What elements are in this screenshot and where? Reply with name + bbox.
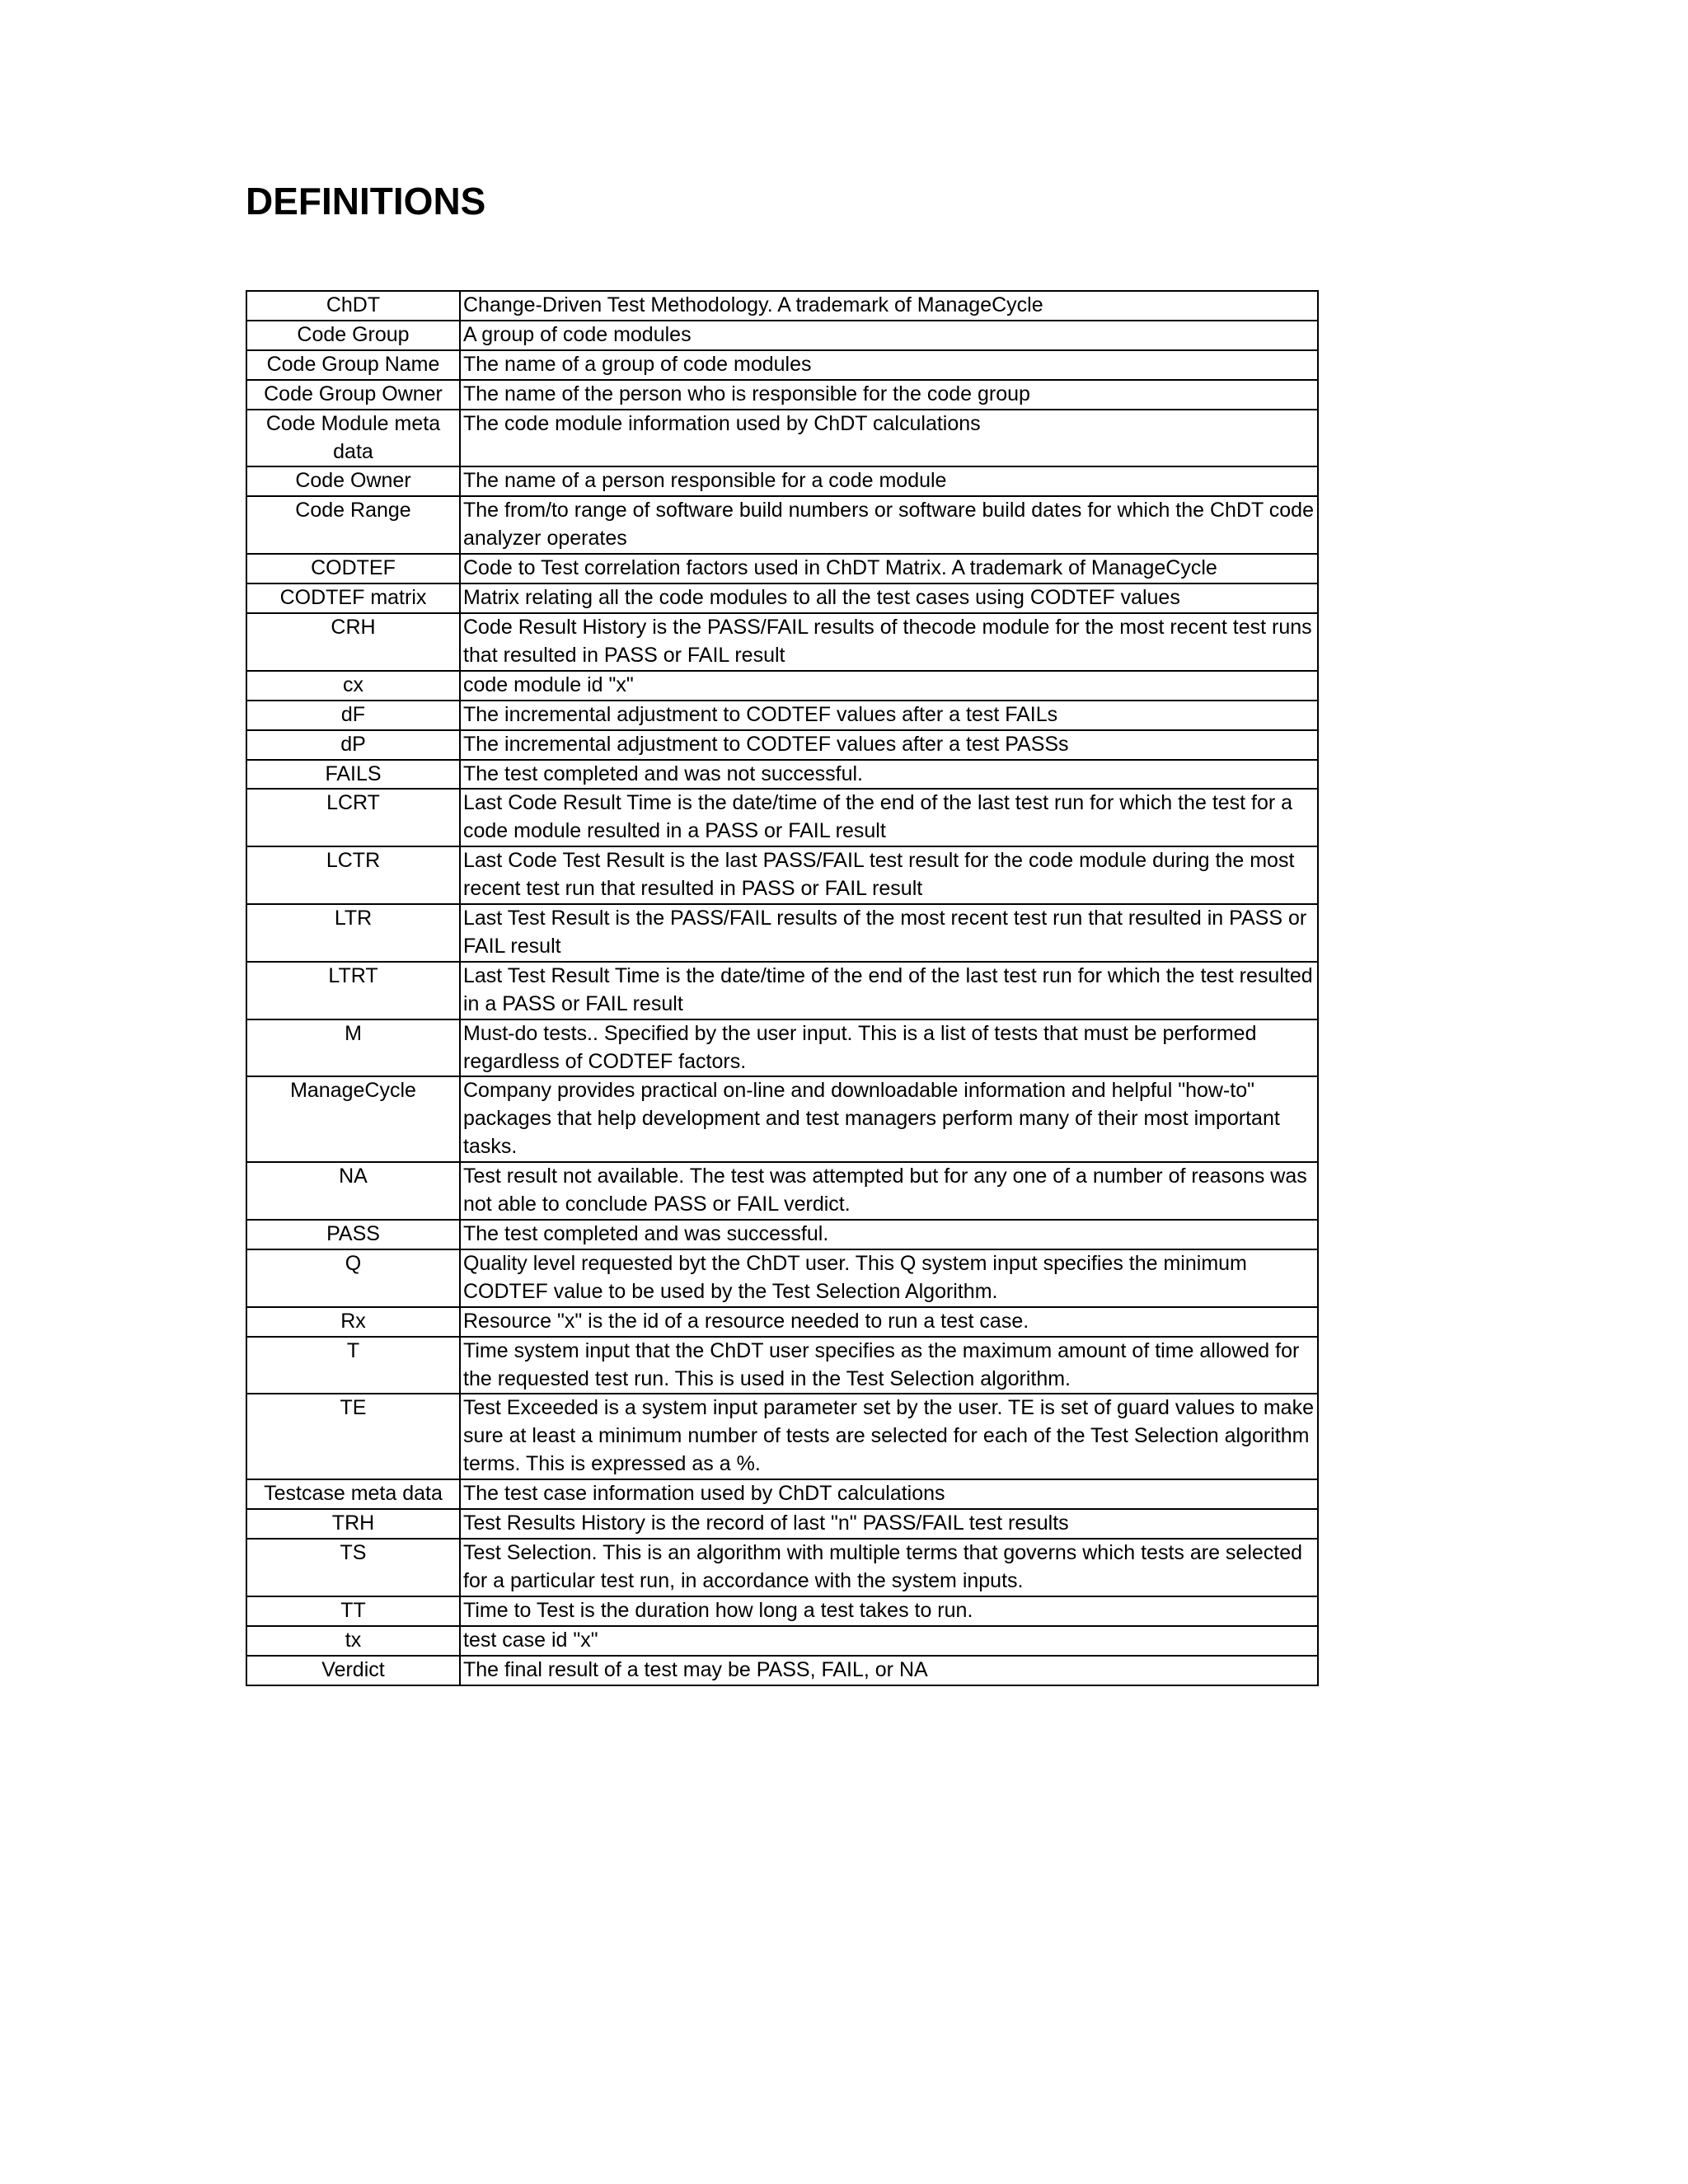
definition-term: Code Owner <box>246 466 460 496</box>
definition-row <box>246 380 1318 410</box>
definition-term: dF <box>246 701 460 730</box>
definition-term: Code Group <box>246 321 460 350</box>
definition-text: Last Code Test Result is the last PASS/FAIL test result for the code module during the most recent test run that resulted in PASS or FAIL result <box>460 846 1318 904</box>
definitions-table-body <box>246 291 1318 1685</box>
definition-row <box>246 410 1318 467</box>
definition-text: Must-do tests.. Specified by the user input. This is a list of tests that must be performed regardless of CODTEF factors. <box>460 1019 1318 1077</box>
definition-row <box>246 1656 1318 1685</box>
definition-term: CRH <box>246 613 460 671</box>
definition-row <box>246 1220 1318 1249</box>
definition-row <box>246 1596 1318 1626</box>
definition-text: The incremental adjustment to CODTEF values after a test FAILs <box>460 701 1318 730</box>
definition-row <box>246 760 1318 790</box>
definition-text: Code to Test correlation factors used in ChDT Matrix. A trademark of ManageCycle <box>460 554 1318 583</box>
definition-row <box>246 466 1318 496</box>
definition-term: PASS <box>246 1220 460 1249</box>
definition-text: The test completed and was successful. <box>460 1220 1318 1249</box>
definition-term: Testcase meta data <box>246 1479 460 1509</box>
definition-term: NA <box>246 1162 460 1220</box>
definition-text: The test case information used by ChDT calculations <box>460 1479 1318 1509</box>
definition-text: Matrix relating all the code modules to all the test cases using CODTEF values <box>460 583 1318 613</box>
definition-term: LCRT <box>246 789 460 846</box>
definition-row <box>246 1249 1318 1307</box>
definition-text: The incremental adjustment to CODTEF values after a test PASSs <box>460 730 1318 760</box>
definition-term: Q <box>246 1249 460 1307</box>
definition-text: The from/to range of software build numbers or software build dates for which the ChDT code analyzer operates <box>460 496 1318 554</box>
definition-term: Verdict <box>246 1656 460 1685</box>
definition-term: TS <box>246 1539 460 1596</box>
definition-text: A group of code modules <box>460 321 1318 350</box>
definition-row <box>246 962 1318 1019</box>
definition-text: Test Exceeded is a system input parameter set by the user. TE is set of guard values to make sure at least a minimum number of tests are selected for each of the Test Selection algorithm terms. This is expressed as a %. <box>460 1394 1318 1479</box>
definition-term: dP <box>246 730 460 760</box>
definition-term: TE <box>246 1394 460 1479</box>
definition-row <box>246 1539 1318 1596</box>
definition-text: Time to Test is the duration how long a test takes to run. <box>460 1596 1318 1626</box>
definition-row <box>246 1626 1318 1656</box>
definition-term: ManageCycle <box>246 1076 460 1162</box>
definition-row <box>246 321 1318 350</box>
definition-term: Code Group Owner <box>246 380 460 410</box>
definition-text: test case id "x" <box>460 1626 1318 1656</box>
definition-text: Last Test Result Time is the date/time of the end of the last test run for which the test resulted in a PASS or FAIL result <box>460 962 1318 1019</box>
definition-row <box>246 583 1318 613</box>
definition-text: Time system input that the ChDT user specifies as the maximum amount of time allowed for the requested test run. This is used in the Test Selection algorithm. <box>460 1337 1318 1394</box>
definition-row <box>246 291 1318 321</box>
definition-text: Quality level requested byt the ChDT user. This Q system input specifies the minimum CODTEF value to be used by the Test Selection Algorithm. <box>460 1249 1318 1307</box>
definition-term: T <box>246 1337 460 1394</box>
definition-row <box>246 1509 1318 1539</box>
definition-row <box>246 1019 1318 1077</box>
definition-text: code module id "x" <box>460 671 1318 701</box>
definition-term: Code Module meta data <box>246 410 460 467</box>
definition-text: Last Test Result is the PASS/FAIL results of the most recent test run that resulted in PASS or FAIL result <box>460 904 1318 962</box>
definition-text: The name of a group of code modules <box>460 350 1318 380</box>
definition-text: The test completed and was not successful. <box>460 760 1318 790</box>
definition-row <box>246 1479 1318 1509</box>
definition-term: cx <box>246 671 460 701</box>
definition-row <box>246 1076 1318 1162</box>
definition-term: ChDT <box>246 291 460 321</box>
page-title: DEFINITIONS <box>246 180 486 223</box>
definition-text: Code Result History is the PASS/FAIL results of thecode module for the most recent test runs that resulted in PASS or FAIL result <box>460 613 1318 671</box>
definition-term: TT <box>246 1596 460 1626</box>
definition-term: M <box>246 1019 460 1077</box>
definition-text: The name of a person responsible for a code module <box>460 466 1318 496</box>
definition-row <box>246 671 1318 701</box>
definition-text: Company provides practical on-line and downloadable information and helpful "how-to" packages that help development and test managers perform many of their most important tasks. <box>460 1076 1318 1162</box>
definition-row <box>246 1162 1318 1220</box>
definition-term: LTR <box>246 904 460 962</box>
definition-text: Test Results History is the record of last "n" PASS/FAIL test results <box>460 1509 1318 1539</box>
definition-row <box>246 904 1318 962</box>
definition-text: Resource "x" is the id of a resource needed to run a test case. <box>460 1307 1318 1337</box>
definition-row <box>246 554 1318 583</box>
definition-row <box>246 1337 1318 1394</box>
definition-term: LCTR <box>246 846 460 904</box>
definition-text: The code module information used by ChDT calculations <box>460 410 1318 467</box>
definition-row <box>246 789 1318 846</box>
definition-row <box>246 496 1318 554</box>
definition-row <box>246 1307 1318 1337</box>
definition-term: CODTEF matrix <box>246 583 460 613</box>
definition-row <box>246 613 1318 671</box>
definition-text: Test result not available. The test was attempted but for any one of a number of reasons was not able to conclude PASS or FAIL verdict. <box>460 1162 1318 1220</box>
definition-text: Change-Driven Test Methodology. A trademark of ManageCycle <box>460 291 1318 321</box>
definition-text: The final result of a test may be PASS, FAIL, or NA <box>460 1656 1318 1685</box>
definition-text: Test Selection. This is an algorithm with multiple terms that governs which tests are selected for a particular test run, in accordance with the system inputs. <box>460 1539 1318 1596</box>
definition-term: LTRT <box>246 962 460 1019</box>
definition-term: Code Group Name <box>246 350 460 380</box>
definition-term: tx <box>246 1626 460 1656</box>
definition-row <box>246 1394 1318 1479</box>
definition-term: FAILS <box>246 760 460 790</box>
definition-term: CODTEF <box>246 554 460 583</box>
definition-text: The name of the person who is responsible for the code group <box>460 380 1318 410</box>
definition-row <box>246 846 1318 904</box>
definition-term: Rx <box>246 1307 460 1337</box>
definition-text: Last Code Result Time is the date/time of the end of the last test run for which the test for a code module resulted in a PASS or FAIL result <box>460 789 1318 846</box>
definition-term: Code Range <box>246 496 460 554</box>
definition-row <box>246 350 1318 380</box>
definition-row <box>246 701 1318 730</box>
definition-row <box>246 730 1318 760</box>
definition-term: TRH <box>246 1509 460 1539</box>
definitions-table <box>246 290 1319 1686</box>
